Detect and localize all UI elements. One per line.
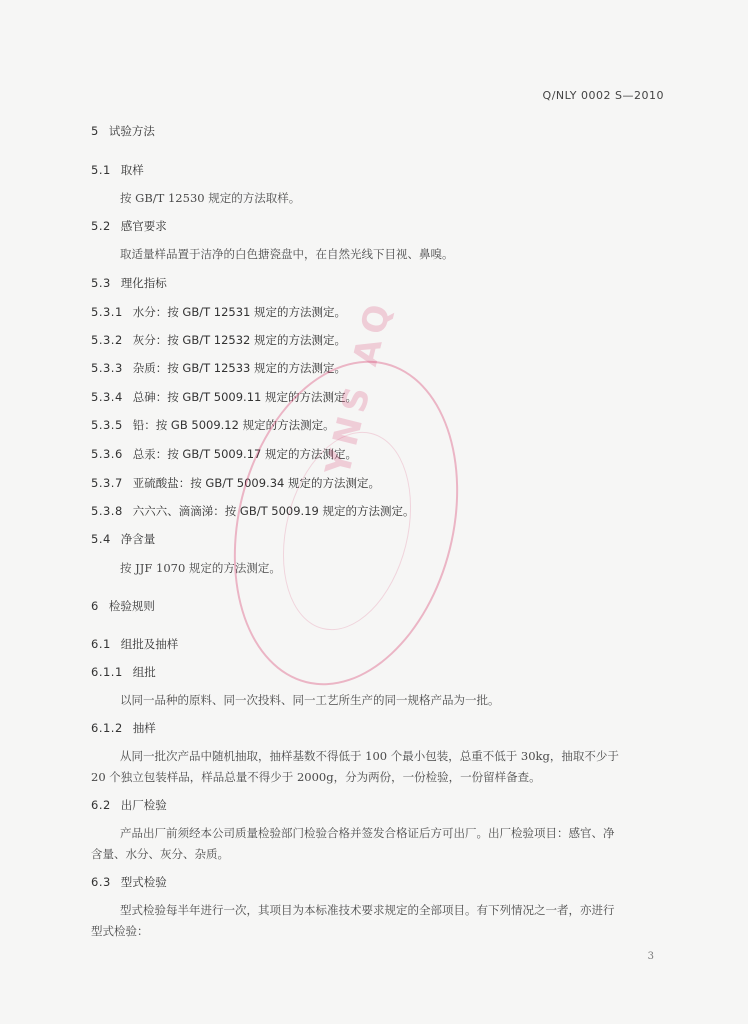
subsection-heading-5-3: [91, 275, 167, 291]
subsection-heading-6-1-1: [91, 664, 156, 680]
subsection-title: 出厂检验: [120, 798, 167, 812]
item-5-3-3: [91, 360, 346, 376]
item-text: 亚硫酸盐：按 GB/T 5009.34 规定的方法测定。: [132, 476, 380, 490]
subsection-title: 组批及抽样: [120, 637, 179, 651]
subsection-heading-6-2: [91, 797, 167, 813]
subsection-number: 5.1: [91, 163, 111, 177]
subsection-title: 组批: [132, 665, 156, 679]
subsection-title: 感官要求: [120, 219, 167, 233]
paragraph-5-2: 取适量样品置于洁净的白色搪瓷盘中，在自然光线下目视、鼻嗅。: [120, 247, 454, 261]
standard-code: Q/NLY 0002 S—2010: [542, 89, 664, 102]
item-5-3-1: [91, 304, 346, 320]
subsection-number: 5.2: [91, 219, 111, 233]
section-title: 检验规则: [108, 599, 155, 613]
subsection-title: 抽样: [132, 721, 156, 735]
item-5-3-7: [91, 475, 380, 491]
subsection-heading-6-3: [91, 874, 167, 890]
paragraph-6-1-2-line1: 从同一批次产品中随机抽取，抽样基数不得低于 100 个最小包装，总重不低于 30kg，抽取不少于: [120, 749, 619, 763]
item-5-3-8: [91, 503, 415, 519]
item-text: 总砷：按 GB/T 5009.11 规定的方法测定。: [132, 390, 357, 404]
item-text: 水分：按 GB/T 12531 规定的方法测定。: [132, 305, 347, 319]
paragraph-6-2-line1: 产品出厂前须经本公司质量检验部门检验合格并签发合格证后方可出厂。出厂检验项目：感官、净: [120, 826, 615, 840]
item-number: 5.3.8: [91, 504, 123, 518]
item-number: 5.3.4: [91, 390, 123, 404]
item-text: 铅：按 GB 5009.12 规定的方法测定。: [132, 418, 335, 432]
subsection-heading-6-1-2: [91, 720, 156, 736]
paragraph-6-3-line1: 型式检验每半年进行一次，其项目为本标准技术要求规定的全部项目。有下列情况之一者，亦进行: [120, 903, 615, 917]
page-number: 3: [647, 951, 654, 962]
section-title: 试验方法: [108, 124, 155, 138]
paragraph-5-4: 按 JJF 1070 规定的方法测定。: [120, 561, 281, 575]
subsection-number: 6.1: [91, 637, 111, 651]
section-number: 6: [91, 599, 99, 613]
company-seal-lettering: YNS AQ: [318, 294, 401, 480]
paragraph-6-3-line2: 型式检验：: [91, 924, 149, 938]
subsection-heading-5-4: [91, 531, 155, 547]
item-text: 灰分：按 GB/T 12532 规定的方法测定。: [132, 333, 347, 347]
subsection-number: 5.4: [91, 532, 111, 546]
item-number: 5.3.2: [91, 333, 123, 347]
subsection-title: 理化指标: [120, 276, 167, 290]
section-number: 5: [91, 124, 99, 138]
subsection-heading-6-1: [91, 636, 178, 652]
section-heading-6: [91, 598, 155, 614]
item-text: 杂质：按 GB/T 12533 规定的方法测定。: [132, 361, 347, 375]
item-text: 六六六、滴滴涕：按 GB/T 5009.19 规定的方法测定。: [132, 504, 415, 518]
subsection-heading-5-2: [91, 218, 167, 234]
subsection-title: 型式检验: [120, 875, 167, 889]
item-number: 5.3.3: [91, 361, 123, 375]
item-5-3-4: [91, 389, 357, 405]
item-5-3-5: [91, 417, 335, 433]
subsection-title: 取样: [120, 163, 144, 177]
item-number: 5.3.5: [91, 418, 123, 432]
subsection-number: 6.1.2: [91, 721, 123, 735]
paragraph-6-1-2-line2: 20 个独立包装样品，样品总量不得少于 2000g，分为两份，一份检验，一份留样备查。: [91, 770, 541, 784]
paragraph-6-2-line2: 含量、水分、灰分、杂质。: [91, 847, 229, 861]
item-5-3-2: [91, 332, 346, 348]
item-number: 5.3.7: [91, 476, 123, 490]
subsection-title: 净含量: [120, 532, 156, 546]
subsection-heading-5-1: [91, 162, 144, 178]
subsection-number: 6.1.1: [91, 665, 123, 679]
section-heading-5: [91, 123, 155, 139]
paragraph-5-1: 按 GB/T 12530 规定的方法取样。: [120, 191, 301, 205]
item-number: 5.3.6: [91, 447, 123, 461]
subsection-number: 6.3: [91, 875, 111, 889]
item-number: 5.3.1: [91, 305, 123, 319]
subsection-number: 5.3: [91, 276, 111, 290]
item-text: 总汞：按 GB/T 5009.17 规定的方法测定。: [132, 447, 357, 461]
item-5-3-6: [91, 446, 357, 462]
paragraph-6-1-1: 以同一品种的原料、同一次投料、同一工艺所生产的同一规格产品为一批。: [120, 693, 500, 707]
subsection-number: 6.2: [91, 798, 111, 812]
